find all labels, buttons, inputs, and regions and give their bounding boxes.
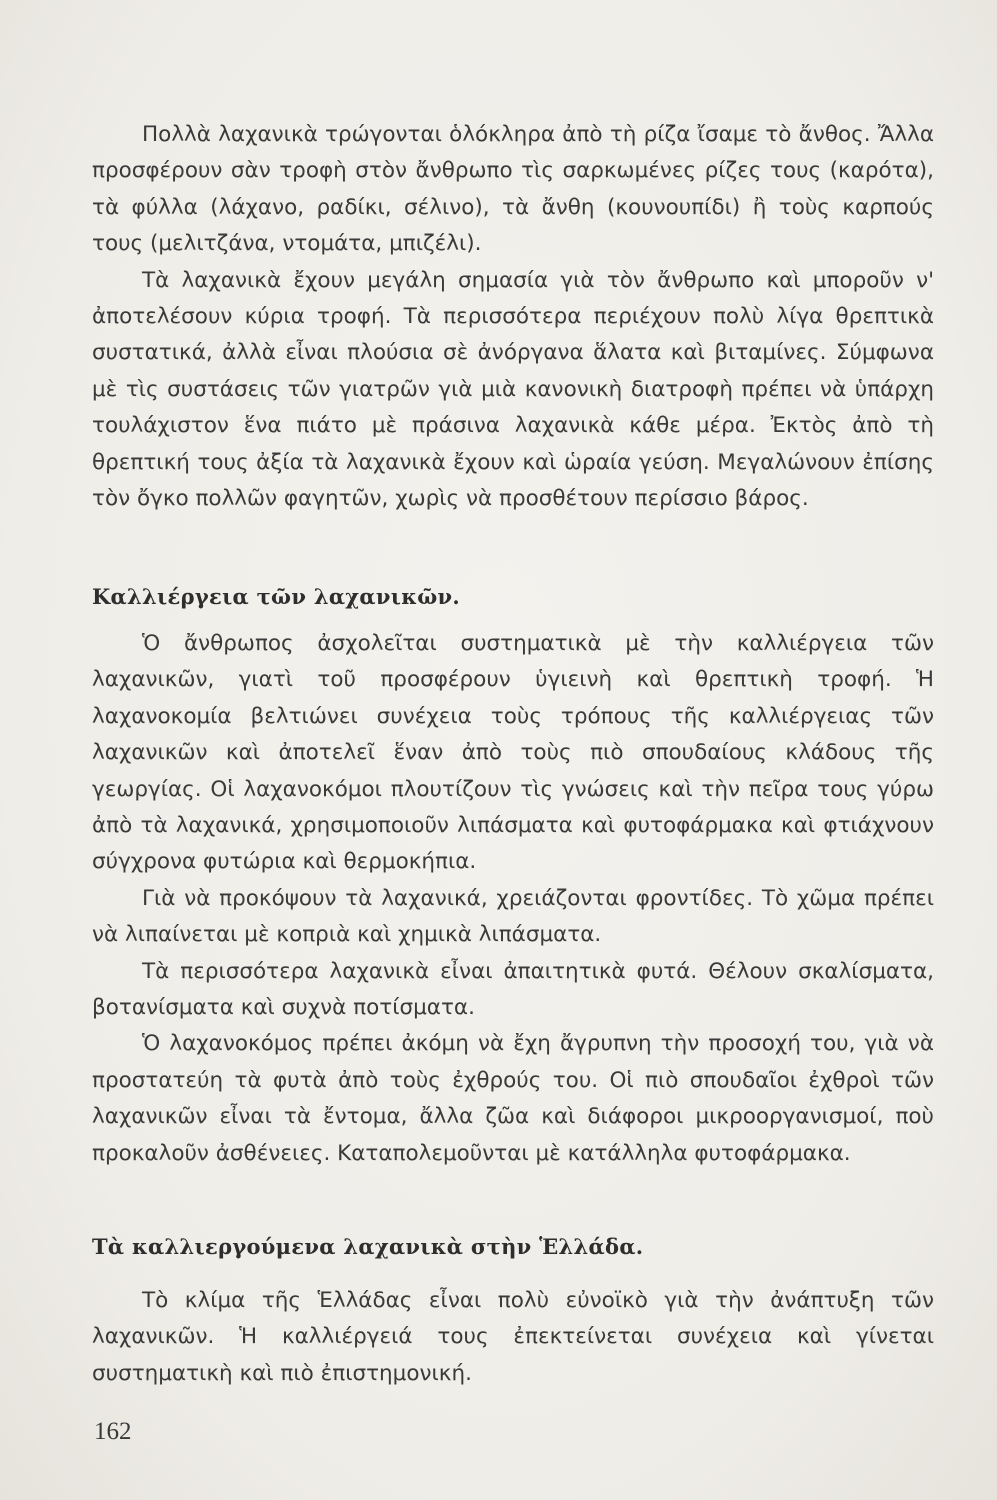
cultivation-paragraph-1: Ὁ ἄνθρωπος ἀσχολεῖται συστηματικὰ μὲ τὴν καλλιέργεια τῶν λαχανικῶν, γιατὶ τοῦ προσφέρουν ὑγιεινὴ καὶ θρεπτικὴ τροφή. Ἡ λαχανοκομία βελτιώνει συνέχεια τοὺς τρόπους τῆς καλλιέργειας τῶν λαχανικῶν καὶ ἀποτελεῖ ἕναν ἀπὸ τοὺς πιὸ σπουδαίους κλάδους τῆς γεωργίας. Οἱ λαχανοκόμοι πλουτίζουν τὶς γνώσεις καὶ τὴν πεῖρα τους γύρω ἀπὸ τὰ λαχανικά, χρησιμοποιοῦν λιπάσματα καὶ φυτοφάρμακα καὶ φτιάχνουν σύγχρονα φυτώρια καὶ θερμοκήπια.: [92, 631, 934, 875]
section-heading-greece: Τὰ καλλιεργούμενα λαχανικὰ στὴν Ἑλλάδα.: [92, 1234, 644, 1259]
cultivation-paragraph-3: Τὰ περισσότερα λαχανικὰ εἶναι ἀπαιτητικὰ φυτά. Θέλουν σκαλίσματα, βοτανίσματα καὶ συχνὰ ποτίσματα.: [92, 958, 934, 1021]
intro-paragraph-2: Τὰ λαχανικὰ ἔχουν μεγάλη σημασία γιὰ τὸν ἄνθρωπο καὶ μποροῦν ν' ἀποτελέσουν κύρια τροφή. Τὰ περισσότερα περιέχουν πολὺ λίγα θρεπτικὰ συστατικά, ἀλλὰ εἶναι πλούσια σὲ ἀνόργανα ἅλατα καὶ βιταμίνες. Σύμφωνα μὲ τὶς συστάσεις τῶν γιατρῶν γιὰ μιὰ κανονικὴ διατροφὴ πρέπει νὰ ὑπάρχη τουλάχιστον ἕνα πιάτο μὲ πράσινα λαχανικὰ κάθε μέρα. Ἐκτὸς ἀπὸ τὴ θρεπτική τους ἀξία τὰ λαχανικὰ ἔχουν καὶ ὡραία γεύση. Μεγαλώνουν ἐπίσης τὸν ὄγκο πολλῶν φαγητῶν, χωρὶς νὰ προσθέτουν περίσσιο βάρος.: [92, 267, 934, 512]
intro-paragraph-1: Πολλὰ λαχανικὰ τρώγονται ὁλόκληρα ἀπὸ τὴ ρίζα ἴσαμε τὸ ἄνθος. Ἄλλα προσφέρουν σὰν τροφὴ στὸν ἄνθρωπο τὶς σαρκωμένες ρίζες τους (καρότα), τὰ φύλλα (λάχανο, ραδίκι, σέλινο), τὰ ἄνθη (κουνουπίδι) ἢ τοὺς καρπούς τους (μελιτζάνα, ντομάτα, μπιζέλι).: [92, 122, 934, 257]
cultivation-paragraph-2: Γιὰ νὰ προκόψουν τὰ λαχανικά, χρειάζονται φροντίδες. Τὸ χῶμα πρέπει νὰ λιπαίνεται μὲ κοπριὰ καὶ χημικὰ λιπάσματα.: [92, 885, 934, 948]
section-heading-cultivation: Καλλιέργεια τῶν λαχανικῶν.: [92, 584, 461, 609]
greece-paragraph-1: Τὸ κλίμα τῆς Ἑλλάδας εἶναι πολὺ εὐνοϊκὸ γιὰ τὴν ἀνάπτυξη τῶν λαχανικῶν. Ἡ καλλιέργειά τους ἐπεκτείνεται συνέχεια καὶ γίνεται συστηματικὴ καὶ πιὸ ἐπιστημονική.: [92, 1288, 934, 1386]
page-number: 162: [94, 1418, 132, 1445]
intro-section: [92, 117, 934, 517]
cultivation-paragraph-4: Ὁ λαχανοκόμος πρέπει ἀκόμη νὰ ἔχη ἄγρυπνη τὴν προσοχή του, γιὰ νὰ προστατεύη τὰ φυτὰ ἀπὸ τοὺς ἐχθρούς του. Οἱ πιὸ σπουδαῖοι ἐχθροὶ τῶν λαχανικῶν εἶναι τὰ ἔντομα, ἄλλα ζῶα καὶ διάφοροι μικροοργανισμοί, ποὺ προκαλοῦν ἀσθένειες. Καταπολεμοῦνται μὲ κατάλληλα φυτοφάρμακα.: [92, 1031, 934, 1166]
greece-section: [92, 1283, 934, 1392]
cultivation-section: [92, 626, 934, 1172]
